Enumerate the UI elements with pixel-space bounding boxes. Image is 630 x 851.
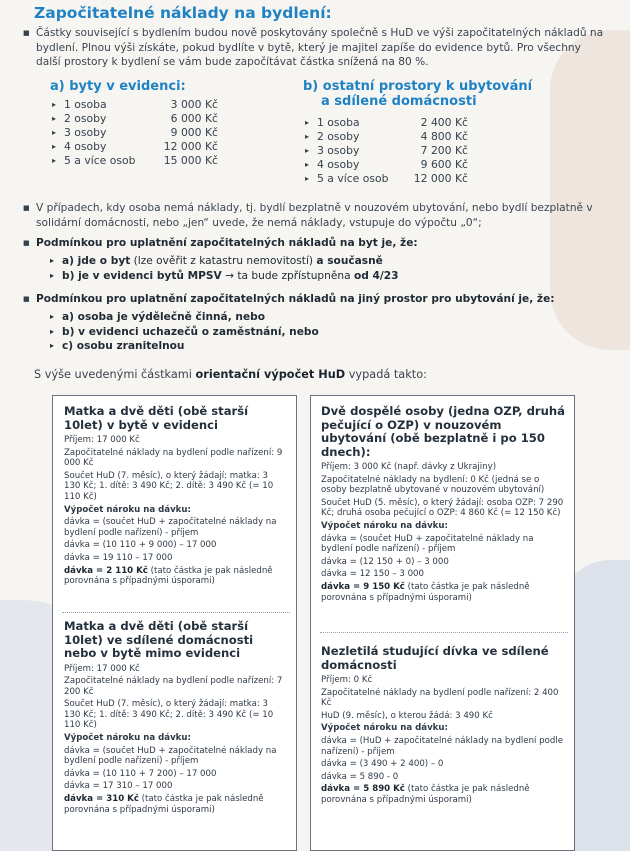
list-item-value: 9 600 Kč <box>420 158 468 171</box>
calc-line: dávka = (3 490 + 2 400) – 0 <box>321 759 444 770</box>
example-title: Nezletilá studující dívka ve sdílené domácnosti <box>321 644 549 672</box>
calc-heading: Výpočet nároku na dávku: <box>321 723 448 734</box>
list-item <box>305 116 468 130</box>
arrow-icon: ▸ <box>305 118 310 127</box>
calc-result <box>64 794 286 815</box>
section-b-title <box>303 79 532 109</box>
list-item <box>52 98 218 112</box>
example-3 <box>321 405 567 605</box>
example-line: Součet HuD (7. měsíc), o který žádají: matka: 3 130 Kč; 1. dítě: 3 490 Kč; 2. dítě: 3 490 Kč (= 10 110 Kč) <box>64 699 274 731</box>
intro-text: S výše uvedenými částkami <box>34 368 196 381</box>
example-1 <box>64 405 286 589</box>
paragraph-intro: ■ Částky související s bydlením budou nově poskytovány společně s HuD ve výši započitatelných nákladů na bydlení. Plnou výši získáte, pokud bydlíte v bytě, který je majitel zapíše do evidence bytů. Pro všechny další prostory k bydlení se vám bude započítávat částka snížená na 80 %. <box>36 26 606 70</box>
result-note: (tato částka je pak následně porovnána s případnými úsporami) <box>321 581 530 603</box>
calc-line: dávka = (součet HuD + započitatelné náklady na bydlení podle nařízení) - příjem <box>64 517 277 538</box>
paragraph-zero-costs: ■ V případech, kdy osoba nemá náklady, tj. bydlí bezplatně v nouzovém ubytování, nebo bydlí bezplatně v solidární domácnosti, nebo „jen“ uvede, že nemá náklady, vstupuje do výpočtu „0“; <box>36 201 606 230</box>
intro-text: vypadá takto: <box>345 368 427 381</box>
list-item-value: 7 200 Kč <box>420 144 468 157</box>
calc-line: dávka = 12 150 – 3 000 <box>321 569 424 580</box>
list-item-value: 12 000 Kč <box>163 140 218 153</box>
result-bold: dávka = 5 890 Kč <box>321 784 405 795</box>
calc-line: dávka = (HuD + započitatelné náklady na bydlení podle nařízení) - příjem <box>321 735 563 757</box>
arrow-icon: ▸ <box>52 142 57 151</box>
list-item-label: 2 osoby <box>64 112 107 125</box>
list-b <box>305 116 468 186</box>
examples-intro <box>34 368 427 381</box>
calc-result <box>321 582 567 603</box>
condition-byt-text: Podmínkou pro uplatnění započitatelných nákladů na byt je, že: <box>36 237 418 249</box>
list-item <box>50 325 319 340</box>
list-item-label: 1 osoba <box>317 116 360 129</box>
list-item <box>52 140 218 154</box>
section-b-title-line2: a sdílené domácnosti <box>321 94 477 109</box>
condition-other-text: Podmínkou pro uplatnění započitatelných nákladů na jiný prostor pro ubytování je, že: <box>36 293 555 305</box>
list-item <box>305 144 468 158</box>
calc-line: dávka = (součet HuD + započitatelné náklady na bydlení podle nařízení) - příjem <box>321 533 534 555</box>
intro-bold: orientační výpočet HuD <box>195 368 346 381</box>
calc-line: dávka = 5 890 - 0 <box>321 771 399 782</box>
page-title: Započitatelné náklady na bydlení: <box>34 4 332 22</box>
list-item: ▸ b) je v evidenci bytů MPSV → ta bude zpřístupněna od 4/23 <box>50 269 399 282</box>
example-2 <box>64 620 286 817</box>
list-item-label: 1 osoba <box>64 98 107 111</box>
example-title: Dvě dospělé osoby (jedna OZP, druhá pečující o OZP) v nouzovém ubytování (obě bezplatně i po 150 dnech): <box>321 404 565 459</box>
arrow-icon: ▸ <box>305 174 310 183</box>
calc-result <box>64 566 286 587</box>
list-item <box>305 158 468 172</box>
list-item-bold: b) je v evidenci bytů MPSV <box>62 269 222 282</box>
list-item-label: 4 osoby <box>64 140 107 153</box>
example-line: Součet HuD (7. měsíc), o který žádají: matka: 3 130 Kč; 1. dítě: 3 490 Kč; 2. dítě: 3 490 Kč (= 10 110 Kč) <box>64 470 274 502</box>
list-item <box>50 339 319 354</box>
calc-line: dávka = 17 310 – 17 000 <box>64 781 173 792</box>
arrow-icon: ▸ <box>305 160 310 169</box>
arrow-icon: ▸ <box>52 100 57 109</box>
arrow-icon: ▸ <box>50 326 55 336</box>
result-bold: dávka = 9 150 Kč <box>321 581 405 592</box>
list-item <box>52 112 218 126</box>
example-title: Matka a dvě děti (obě starší 10let) ve sdílené domácnosti nebo v bytě mimo evidenci <box>64 619 254 660</box>
arrow-icon: ▸ <box>305 146 310 155</box>
example-line: Započitatelné náklady na bydlení podle nařízení: 2 400 Kč <box>321 687 559 709</box>
result-note: (tato částka je pak následně porovnána s případnými úsporami) <box>321 784 530 805</box>
result-note: (tato částka je pak následně porovnána s případnými úsporami) <box>64 794 264 815</box>
list-item-value: 3 000 Kč <box>170 98 218 111</box>
list-item-label: 2 osoby <box>317 130 360 143</box>
divider <box>62 612 290 613</box>
list-item-bold: a) jde o byt <box>62 255 131 267</box>
list-item-value: 9 000 Kč <box>170 126 218 139</box>
list-item-label: 3 osoby <box>64 126 107 139</box>
example-line: Započitatelné náklady na bydlení: 0 Kč (jedná se o osoby bezplatně ubytované v nouzovém ubytování) <box>321 474 545 496</box>
example-line: Příjem: 0 Kč <box>321 675 373 685</box>
list-item-value: 12 000 Kč <box>413 172 468 185</box>
arrow-icon: ▸ <box>50 312 55 321</box>
divider <box>320 632 568 633</box>
list-item: ▸ a) jde o byt (lze ověřit z katastru nemovitostí) a současně <box>50 255 383 267</box>
example-line: Příjem: 17 000 Kč <box>64 663 140 674</box>
paragraph-condition-other <box>36 292 606 307</box>
list-item-value: 4 800 Kč <box>420 130 468 143</box>
result-note: (tato částka je pak následně porovnána s případnými úsporami) <box>64 565 273 587</box>
list-item-label: 4 osoby <box>317 158 360 171</box>
arrow-icon: ▸ <box>305 132 310 141</box>
calc-heading: Výpočet nároku na dávku: <box>64 733 191 744</box>
example-line: Příjem: 3 000 Kč (např. dávky z Ukrajiny) <box>321 462 497 472</box>
list-item <box>52 154 218 168</box>
calc-line: dávka = 19 110 – 17 000 <box>64 552 173 563</box>
condition-byt-list <box>50 254 399 283</box>
list-a <box>52 98 218 168</box>
result-bold: dávka = 2 110 Kč <box>64 565 148 576</box>
paragraph-condition-byt <box>36 236 606 251</box>
section-a-title: a) byty v evidenci: <box>50 79 186 94</box>
list-item-bold: a současně <box>316 255 383 267</box>
list-item-bold: od 4/23 <box>353 269 399 282</box>
list-item-value: 15 000 Kč <box>163 154 218 167</box>
result-bold: dávka = 310 Kč <box>64 794 139 805</box>
arrow-icon: ▸ <box>52 114 57 123</box>
calc-result <box>321 784 567 805</box>
calc-heading: Výpočet nároku na dávku: <box>321 520 448 531</box>
arrow-icon: ▸ <box>50 341 55 350</box>
calc-line: dávka = (10 110 + 9 000) – 17 000 <box>64 540 217 551</box>
calc-line: dávka = (12 150 + 0) – 3 000 <box>321 556 449 567</box>
example-line: Součet HuD (5. měsíc), o který žádají: osoba OZP: 7 290 Kč; druhá osoba pečující o OZP: 4 860 Kč (= 12 150 Kč) <box>321 497 564 519</box>
condition-other-list <box>50 310 319 354</box>
list-item-bold: c) osobu zranitelnou <box>62 340 185 352</box>
list-item <box>50 310 319 325</box>
list-item-label: 5 a více osob <box>317 172 389 185</box>
list-item <box>305 130 468 144</box>
list-item-text: → ta bude zpřístupněna <box>221 269 354 282</box>
section-b-title-line1: b) ostatní prostory k ubytování <box>303 79 533 94</box>
list-item <box>305 172 468 186</box>
list-item-label: 3 osoby <box>317 144 360 157</box>
calc-line: dávka = (10 110 + 7 200) – 17 000 <box>64 768 217 779</box>
arrow-icon: ▸ <box>52 156 57 165</box>
example-title: Matka a dvě děti (obě starší 10let) v bytě v evidenci <box>64 404 249 432</box>
example-line: Příjem: 17 000 Kč <box>64 435 140 445</box>
example-line: HuD (9. měsíc), o kterou žádá: 3 490 Kč <box>321 710 493 721</box>
example-4 <box>321 645 567 808</box>
list-item-value: 2 400 Kč <box>420 116 468 129</box>
calc-line: dávka = (součet HuD + započitatelné náklady na bydlení podle nařízení) - příjem <box>64 745 277 767</box>
calc-heading: Výpočet nároku na dávku: <box>64 504 191 515</box>
list-item-value: 6 000 Kč <box>170 112 218 125</box>
arrow-icon: ▸ <box>52 128 57 137</box>
list-item <box>52 126 218 140</box>
example-line: Započitatelné náklady na bydlení podle nařízení: 9 000 Kč <box>64 447 283 469</box>
list-item-label: 5 a více osob <box>64 154 136 167</box>
list-item-bold: a) osoba je výdělečně činná, nebo <box>62 311 265 323</box>
example-line: Započitatelné náklady na bydlení podle nařízení: 7 200 Kč <box>64 676 283 697</box>
list-item-bold: b) v evidenci uchazečů o zaměstnání, nebo <box>62 325 319 338</box>
list-item-text: (lze ověřit z katastru nemovitostí) <box>130 255 317 267</box>
